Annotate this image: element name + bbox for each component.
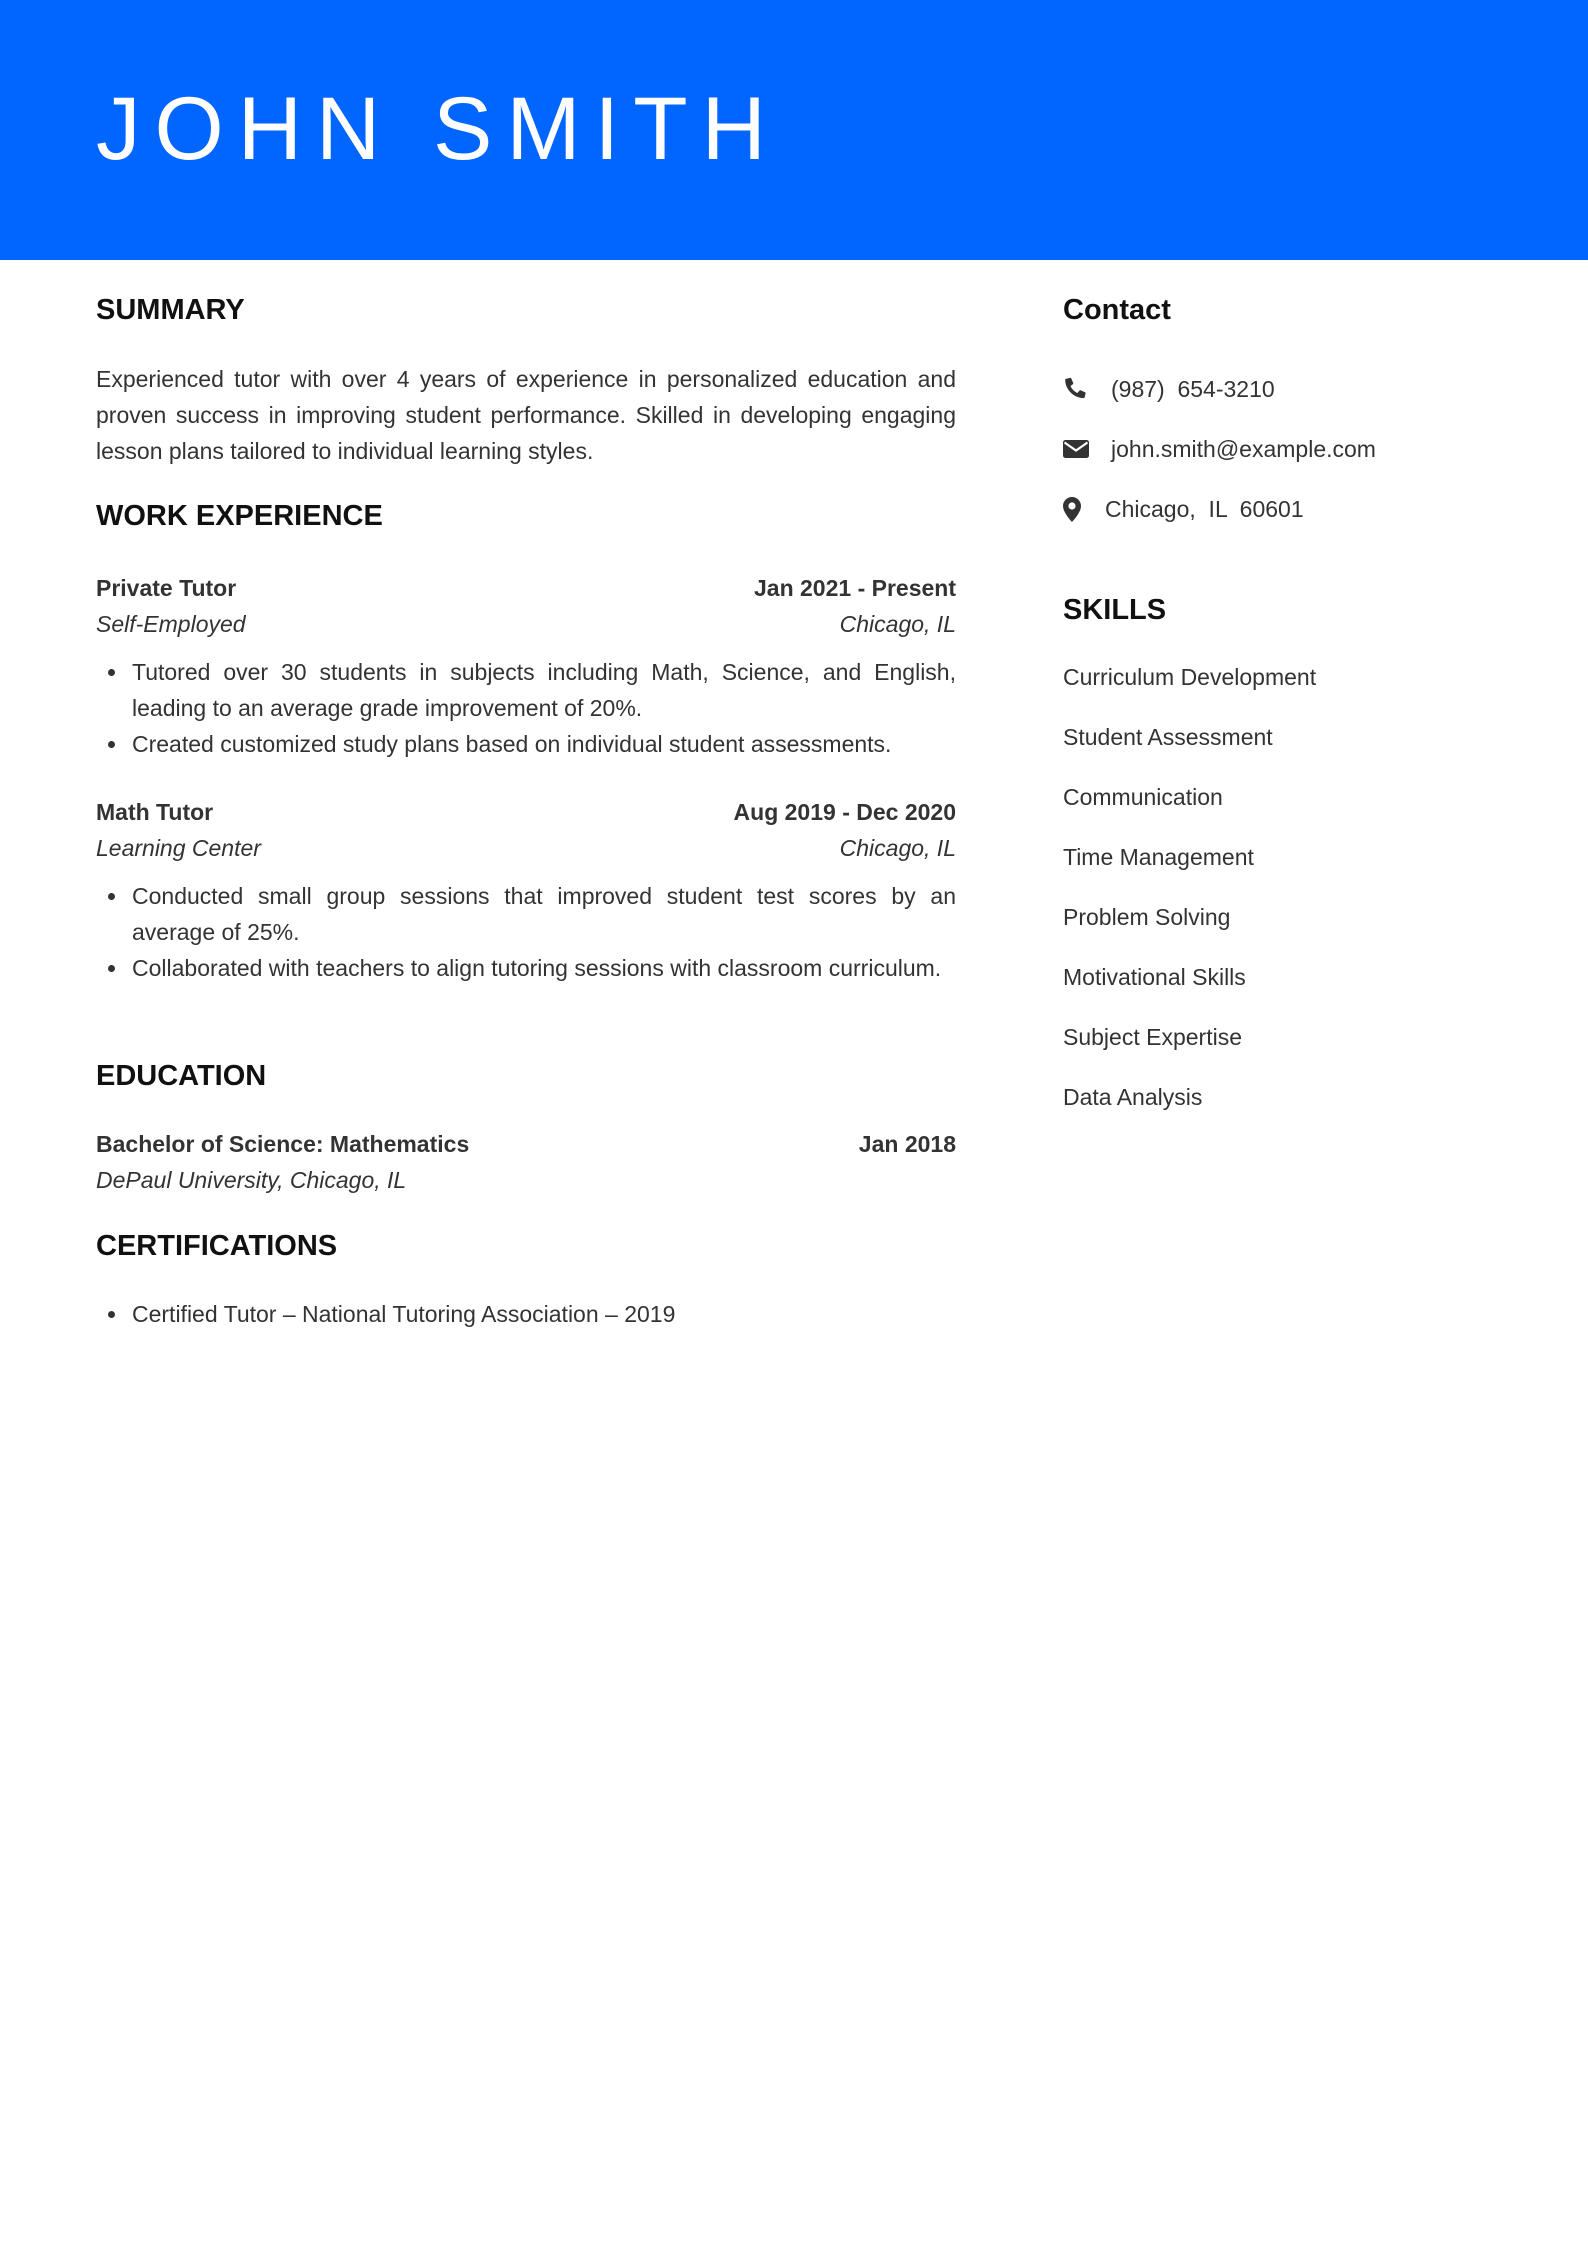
school: DePaul University, Chicago, IL bbox=[96, 1167, 407, 1193]
skill-item: Data Analysis bbox=[1063, 1084, 1203, 1110]
job-role: Math Tutor bbox=[96, 799, 214, 825]
summary-heading: SUMMARY bbox=[96, 294, 245, 326]
contact-list bbox=[1063, 371, 1503, 551]
skill-item: Communication bbox=[1063, 784, 1223, 810]
skill-item: Time Management bbox=[1063, 844, 1254, 870]
bullet-dot bbox=[108, 893, 115, 900]
certifications-heading: CERTIFICATIONS bbox=[96, 1230, 338, 1262]
job-entry bbox=[96, 570, 956, 762]
contact-phone bbox=[1063, 371, 1503, 431]
bullet-item bbox=[96, 726, 956, 762]
job-dates: Jan 2021 - Present bbox=[753, 575, 956, 601]
job-company: Learning Center bbox=[96, 835, 261, 861]
candidate-name: JOHN SMITH bbox=[96, 78, 780, 178]
bullet-text: Created customized study plans based on individual student assessments. bbox=[132, 731, 892, 757]
skill-item: Subject Expertise bbox=[1063, 1024, 1242, 1050]
contact-email-text: john.smith@example.com bbox=[1111, 436, 1376, 462]
contact-email bbox=[1063, 431, 1503, 491]
skill-item: Curriculum Development bbox=[1063, 664, 1317, 690]
envelope-icon bbox=[1063, 431, 1111, 467]
bullet-dot bbox=[108, 669, 115, 676]
bullet-text: Collaborated with teachers to align tutoring sessions with classroom curriculum. bbox=[132, 955, 942, 981]
contact-heading: Contact bbox=[1063, 294, 1171, 326]
skill-item: Motivational Skills bbox=[1063, 964, 1246, 990]
certification-item bbox=[96, 1296, 956, 1332]
job-role: Private Tutor bbox=[96, 575, 237, 601]
work-experience-heading: WORK EXPERIENCE bbox=[96, 500, 383, 532]
degree: Bachelor of Science: Mathematics bbox=[96, 1131, 470, 1157]
bullet-dot bbox=[108, 965, 115, 972]
contact-phone-text: (987) 654-3210 bbox=[1111, 376, 1275, 402]
education-heading: EDUCATION bbox=[96, 1060, 267, 1092]
graduation-date: Jan 2018 bbox=[858, 1131, 956, 1157]
bullet-text: Conducted small group sessions that improved student test scores by an average of 25%. bbox=[132, 883, 956, 945]
skills-heading: SKILLS bbox=[1063, 594, 1167, 626]
job-company: Self-Employed bbox=[96, 611, 246, 637]
education-entry bbox=[96, 1126, 956, 1198]
skill-item: Problem Solving bbox=[1063, 904, 1231, 930]
summary-text: Experienced tutor with over 4 years of experience in personalized education and proven success in improving student performance. Skilled in developing engaging lesson plans tailored to individual learning styles. bbox=[96, 366, 956, 464]
contact-location-text: Chicago, IL 60601 bbox=[1105, 496, 1304, 522]
contact-location bbox=[1063, 491, 1503, 551]
job-dates: Aug 2019 - Dec 2020 bbox=[733, 799, 956, 825]
skills-list bbox=[1063, 659, 1316, 1139]
job-location: Chicago, IL bbox=[839, 611, 956, 637]
job-bullets bbox=[96, 654, 956, 762]
bullet-item bbox=[96, 654, 956, 726]
phone-icon bbox=[1063, 371, 1111, 407]
map-pin-icon bbox=[1063, 491, 1105, 527]
bullet-dot bbox=[108, 741, 115, 748]
bullet-item bbox=[96, 878, 956, 950]
job-entry bbox=[96, 794, 956, 986]
job-location: Chicago, IL bbox=[839, 835, 956, 861]
skill-item: Student Assessment bbox=[1063, 724, 1273, 750]
header-banner bbox=[0, 0, 1588, 260]
certifications-list bbox=[96, 1296, 956, 1332]
bullet-item bbox=[96, 950, 956, 986]
bullet-text: Tutored over 30 students in subjects including Math, Science, and English, leading to an average grade improvement of 20%. bbox=[132, 659, 956, 721]
job-bullets bbox=[96, 878, 956, 986]
certification-text: Certified Tutor – National Tutoring Association – 2019 bbox=[132, 1301, 676, 1327]
bullet-dot bbox=[108, 1311, 115, 1318]
